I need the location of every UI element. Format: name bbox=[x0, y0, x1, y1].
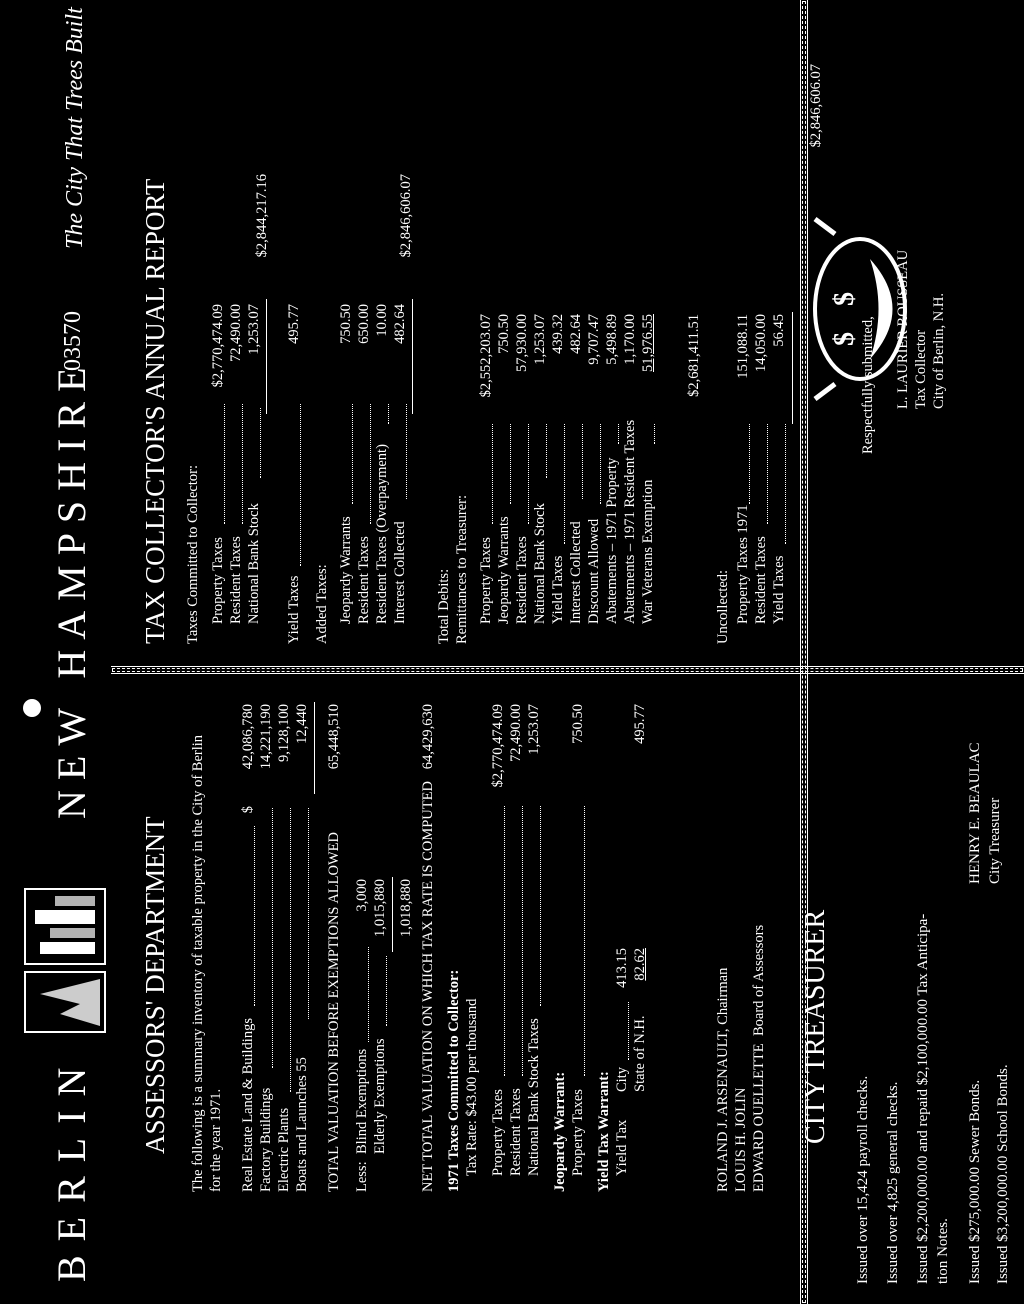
header-zip: 03570 bbox=[60, 311, 86, 371]
svg-text:$: $ bbox=[829, 292, 860, 306]
elderly-exemptions-value: 1,015,880 bbox=[372, 879, 388, 937]
dot-leader bbox=[540, 806, 541, 1006]
dot-leader bbox=[272, 808, 273, 1068]
remittances-heading: Remittances to Treasurer: bbox=[454, 494, 470, 644]
yield-state-label: State of N.H. bbox=[632, 1015, 648, 1092]
inventory-value: 42,086,780 bbox=[240, 704, 256, 770]
elderly-exemptions-label: Elderly Exemptions bbox=[372, 1038, 388, 1154]
collector-committed-value: 1,253.07 bbox=[246, 304, 262, 355]
added-label: Resident Taxes (Overpayment) bbox=[374, 444, 390, 624]
collector-yield-value: 495.77 bbox=[286, 304, 302, 344]
remit-total: $2,681,411.51 bbox=[686, 314, 702, 397]
treasurer-signature-name: HENRY E. BEAULAC bbox=[967, 742, 983, 884]
dot-leader bbox=[290, 808, 291, 1092]
uncollected-label: Resident Taxes bbox=[753, 536, 769, 624]
collector-committed-heading: Taxes Committed to Collector: bbox=[185, 465, 201, 644]
yield-warrant-heading: Yield Tax Warrant: bbox=[596, 1071, 612, 1192]
collector-yield-label: Yield Taxes bbox=[286, 575, 302, 644]
remit-value: 439.32 bbox=[550, 314, 566, 354]
net-valuation-value: 64,429,630 bbox=[420, 704, 436, 770]
jeopardy-value: 750.50 bbox=[570, 704, 586, 744]
remit-value: 1,253.07 bbox=[532, 314, 548, 365]
treasurer-line: Issued over 4,825 general checks. bbox=[885, 1081, 901, 1284]
committed-label: National Bank Stock Taxes bbox=[526, 1018, 542, 1176]
dot-leader bbox=[254, 826, 255, 1006]
dot-leader bbox=[785, 424, 786, 544]
yield-city-label: City bbox=[614, 1067, 630, 1092]
treasurer-line: Issued $2,200,000.00 and repaid $2,100,000.00 Tax Anticipa- bbox=[915, 913, 931, 1284]
remit-value: 1,170.00 bbox=[622, 314, 638, 365]
dot-leader bbox=[406, 404, 407, 499]
committed-label: Property Taxes bbox=[490, 1089, 506, 1176]
dot-leader bbox=[584, 806, 585, 1076]
grand-total: $2,846,606.07 bbox=[808, 64, 824, 148]
committed-heading: 1971 Taxes Committed to Collector: bbox=[446, 969, 462, 1192]
inventory-dollar: $ bbox=[240, 806, 256, 814]
assessors-intro: The following is a summary inventory of taxable property in the City of Berlin bbox=[190, 734, 206, 1192]
remit-label: Interest Collected bbox=[568, 521, 584, 624]
treasurer-line: Issued over 15,424 payroll checks. bbox=[855, 1075, 871, 1284]
remit-label: Jeopardy Warrants bbox=[496, 516, 512, 624]
dot-leader bbox=[654, 424, 655, 444]
dot-leader bbox=[600, 424, 601, 504]
header-tagline: The City That Trees Built bbox=[62, 7, 88, 249]
treasurer-line: Issued $3,200,000.00 School Bonds. bbox=[995, 1064, 1011, 1284]
remit-label: Property Taxes bbox=[478, 537, 494, 624]
exemptions-rule bbox=[392, 877, 393, 952]
collector-committed-total: $2,844,217.16 bbox=[254, 174, 270, 258]
treasurer-line: Issued $275,000.00 Sewer Bonds. bbox=[967, 1079, 983, 1284]
inventory-label: Boats and Launches 55 bbox=[294, 1057, 310, 1192]
respectfully-submitted: Respectfully submitted, bbox=[860, 316, 876, 454]
board-of-assessors: Board of Assessors bbox=[751, 924, 767, 1036]
header-state: NEW HAMPSHIRE bbox=[49, 357, 94, 819]
total-rule bbox=[314, 702, 315, 794]
added-value: 10.00 bbox=[374, 304, 390, 337]
dot-leader bbox=[767, 424, 768, 524]
uncollected-value: 56.45 bbox=[771, 314, 787, 347]
added-label: Jeopardy Warrants bbox=[338, 516, 354, 624]
remit-label: Abatements – 1971 Resident Taxes bbox=[622, 419, 638, 624]
added-label: Interest Collected bbox=[392, 521, 408, 624]
inventory-value: 12,440 bbox=[294, 704, 310, 744]
vertical-divider bbox=[111, 666, 1024, 674]
inventory-value: 14,221,190 bbox=[258, 704, 274, 770]
yield-tax-label: Yield Tax bbox=[614, 1119, 630, 1176]
remit-value: 750.50 bbox=[496, 314, 512, 354]
bullet-dot bbox=[23, 699, 41, 717]
dot-leader bbox=[582, 424, 583, 499]
header-city: BERLIN bbox=[49, 1053, 94, 1282]
tax-rate: Tax Rate: $43.00 per thousand bbox=[464, 998, 480, 1176]
assessor-signature: EDWARD OUELLETTE bbox=[751, 1043, 767, 1192]
yield-city-value: 413.15 bbox=[614, 948, 630, 988]
dot-leader bbox=[564, 424, 565, 544]
treasurer-line: tion Notes. bbox=[935, 1218, 951, 1284]
committed-value: 72,490.00 bbox=[508, 704, 524, 762]
jeopardy-heading: Jeopardy Warrant: bbox=[552, 1071, 568, 1192]
uncollected-label: Yield Taxes bbox=[771, 555, 787, 624]
remit-label: War Veterans Exemption bbox=[640, 479, 656, 624]
less-label: Less: bbox=[354, 1161, 370, 1192]
assessors-title: ASSESSORS' DEPARTMENT bbox=[140, 816, 170, 1154]
uncollected-value: 151,088.11 bbox=[735, 314, 751, 379]
remit-label: Resident Taxes bbox=[514, 536, 530, 624]
committed-label: Resident Taxes bbox=[508, 1088, 524, 1176]
total-valuation-value: 65,448,510 bbox=[326, 704, 342, 770]
city-logo-icon bbox=[20, 884, 110, 1034]
inventory-label: Real Estate Land & Buildings bbox=[240, 1018, 256, 1192]
jeopardy-label: Property Taxes bbox=[570, 1089, 586, 1176]
inventory-value: 9,128,100 bbox=[276, 704, 292, 762]
total-rule bbox=[792, 312, 793, 424]
yield-total-value: 495.77 bbox=[632, 704, 648, 744]
remit-value: 5,498.89 bbox=[604, 314, 620, 365]
dot-leader bbox=[522, 806, 523, 1076]
dot-leader bbox=[504, 806, 505, 1076]
dot-leader bbox=[386, 956, 387, 1026]
blind-exemptions-label: Blind Exemptions bbox=[354, 1048, 370, 1154]
dot-leader bbox=[618, 424, 619, 444]
total-rule bbox=[266, 299, 267, 414]
remit-label: Yield Taxes bbox=[550, 555, 566, 624]
dot-leader bbox=[510, 424, 511, 504]
remit-label: National Bank Stock bbox=[532, 503, 548, 624]
dot-leader bbox=[308, 808, 309, 1019]
added-taxes-heading: Added Taxes: bbox=[314, 564, 330, 644]
svg-text:$: $ bbox=[829, 332, 860, 346]
added-value: 482.64 bbox=[392, 304, 408, 344]
remit-value: 57,930.00 bbox=[514, 314, 530, 372]
blind-exemptions-value: 3,000 bbox=[354, 879, 370, 912]
collector-title: TAX COLLECTOR'S ANNUAL REPORT bbox=[140, 178, 170, 644]
remit-value: 482.64 bbox=[568, 314, 584, 354]
dot-leader bbox=[370, 404, 371, 524]
collector-signature-title: Tax Collector bbox=[913, 329, 929, 409]
exemptions-total: 1,018,880 bbox=[398, 879, 414, 937]
inventory-label: Electric Plants bbox=[276, 1107, 292, 1192]
total-debits-heading: Total Debits: bbox=[436, 568, 452, 644]
total-valuation-label: TOTAL VALUATION BEFORE EXEMPTIONS ALLOWED bbox=[326, 832, 342, 1192]
collector-committed-value: 72,490.00 bbox=[228, 304, 244, 362]
collector-committed-value: $2,770,474.09 bbox=[210, 304, 226, 388]
dot-leader bbox=[492, 424, 493, 524]
collector-signature-city: City of Berlin, N.H. bbox=[931, 293, 947, 409]
assessors-intro: for the year 1971. bbox=[208, 1088, 224, 1192]
added-label: Resident Taxes bbox=[356, 536, 372, 624]
committed-value: $2,770,474.09 bbox=[490, 704, 506, 788]
uncollected-label: Property Taxes 1971 bbox=[735, 504, 751, 624]
dot-leader bbox=[546, 424, 547, 478]
collector-committed-label: Property Taxes bbox=[210, 537, 226, 624]
uncollected-value: 14,050.00 bbox=[753, 314, 769, 372]
dot-leader bbox=[242, 404, 243, 524]
dot-leader bbox=[300, 404, 301, 566]
committed-value: 1,253.07 bbox=[526, 704, 542, 755]
assessor-signature: LOUIS H. JOLIN bbox=[733, 1087, 749, 1192]
dot-leader bbox=[528, 424, 529, 524]
remit-label: Discount Allowed bbox=[586, 518, 602, 624]
dot-leader bbox=[352, 404, 353, 504]
treasurer-signature-title: City Treasurer bbox=[987, 797, 1003, 884]
collector-committed-label: National Bank Stock bbox=[246, 503, 262, 624]
dot-leader bbox=[749, 424, 750, 504]
remit-label: Abatements – 1971 Property bbox=[604, 457, 620, 624]
remit-value: 9,707.47 bbox=[586, 314, 602, 365]
collector-committed-label: Resident Taxes bbox=[228, 536, 244, 624]
debits-total: $2,846,606.07 bbox=[398, 174, 414, 258]
uncollected-heading: Uncollected: bbox=[715, 569, 731, 644]
assessor-signature: ROLAND J. ARSENAULT, Chairman bbox=[715, 967, 731, 1192]
dot-leader bbox=[368, 947, 369, 1042]
remit-value: $2,552,203.07 bbox=[478, 314, 494, 398]
treasurer-title: CITY TREASURER bbox=[800, 909, 831, 1144]
dot-leader bbox=[260, 408, 261, 478]
collector-signature-name: L. LAURIER ROUSSEAU bbox=[895, 249, 911, 409]
added-value: 750.50 bbox=[338, 304, 354, 344]
total-rule bbox=[412, 299, 413, 414]
yield-state-value: 82.62 bbox=[632, 948, 648, 981]
remit-value: 51,976.55 bbox=[640, 314, 656, 372]
added-value: 650.00 bbox=[356, 304, 372, 344]
net-valuation-label: NET TOTAL VALUATION ON WHICH TAX RATE IS COMPUTED bbox=[420, 781, 436, 1192]
dot-leader bbox=[628, 1002, 629, 1060]
inventory-label: Factory Buildings bbox=[258, 1087, 274, 1192]
dot-leader bbox=[224, 404, 225, 524]
